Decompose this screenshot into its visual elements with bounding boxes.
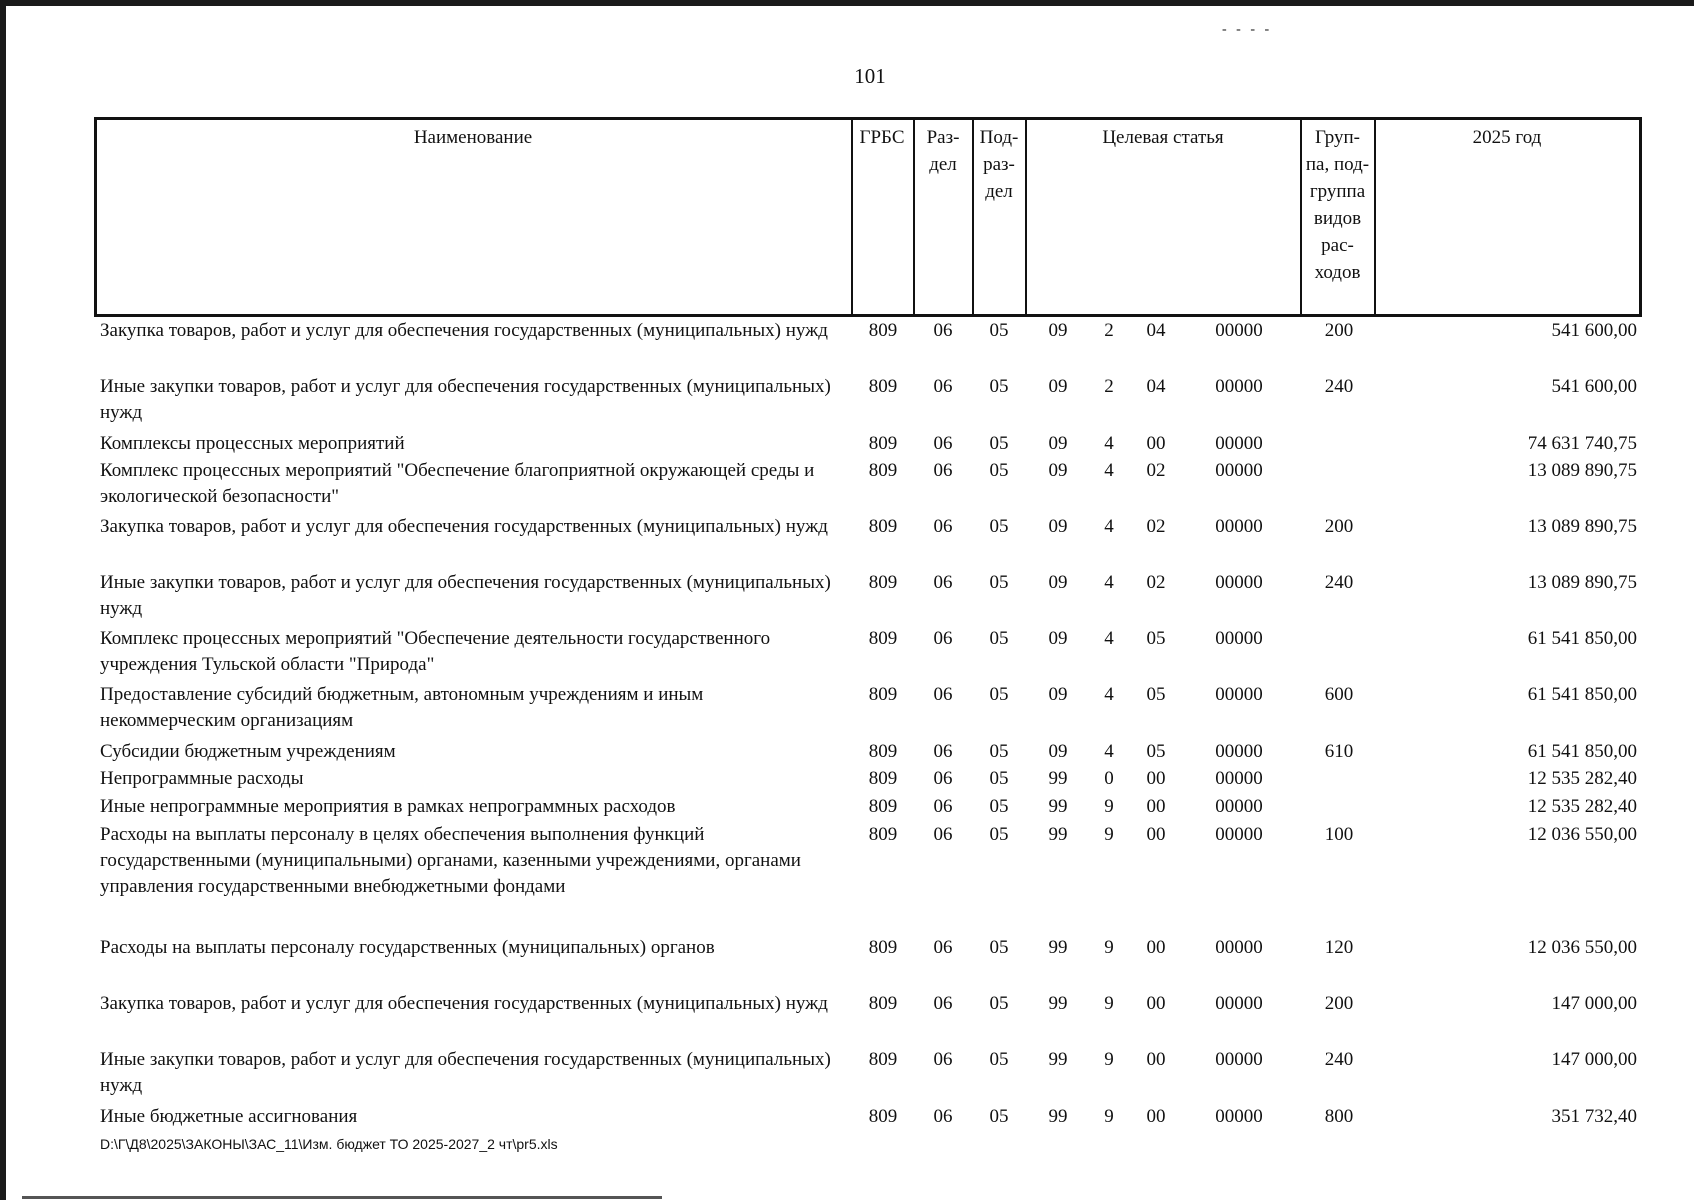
cell-podrazdel: 05: [989, 433, 1009, 454]
cell-cs1: 09: [1048, 433, 1068, 454]
cell-name: Иные закупки товаров, работ и услуг для обеспечения государственных (муниципальных) нужд: [100, 1049, 831, 1096]
cell-razdel: 06: [933, 937, 953, 958]
header-year: 2025 год: [1472, 127, 1542, 148]
cell-cs1: 09: [1048, 628, 1068, 649]
page-border-top: [0, 0, 1694, 6]
cell-cs4: 00000: [1215, 516, 1263, 537]
cell-grbs: 809: [868, 572, 898, 593]
cell-cs3: 05: [1146, 741, 1166, 762]
page-number: 101: [854, 64, 886, 88]
cell-razdel: 06: [933, 741, 953, 762]
cell-razdel: 06: [933, 433, 953, 454]
cell-grbs: 809: [868, 768, 898, 789]
header-celevaya-statya: Целевая статья: [1102, 127, 1224, 148]
cell-cs1: 99: [1048, 796, 1068, 817]
cell-cs1: 09: [1048, 516, 1068, 537]
cell-cs2: 9: [1104, 796, 1114, 817]
cell-cs4: 00000: [1215, 684, 1263, 705]
cell-amount: 13 089 890,75: [1527, 460, 1637, 481]
cell-cs3: 00: [1146, 1106, 1166, 1127]
cell-razdel: 06: [933, 628, 953, 649]
cell-group: 610: [1324, 741, 1354, 762]
cell-group: 240: [1324, 376, 1354, 397]
cell-group: 240: [1324, 572, 1354, 593]
header-razdel: Раз- дел: [926, 127, 960, 175]
cell-cs2: 9: [1104, 824, 1114, 845]
cell-name: Иные закупки товаров, работ и услуг для обеспечения государственных (муниципальных) нужд: [100, 376, 831, 423]
cell-name: Субсидии бюджетным учреждениям: [100, 741, 396, 762]
cell-cs3: 00: [1146, 993, 1166, 1014]
cell-cs1: 09: [1048, 684, 1068, 705]
cell-cs4: 00000: [1215, 1049, 1263, 1070]
cell-cs3: 02: [1146, 460, 1166, 481]
cell-podrazdel: 05: [989, 768, 1009, 789]
cell-amount: 12 036 550,00: [1527, 824, 1637, 845]
cell-cs4: 00000: [1215, 824, 1263, 845]
cell-name: Иные закупки товаров, работ и услуг для обеспечения государственных (муниципальных) нужд: [100, 572, 831, 619]
cell-grbs: 809: [868, 628, 898, 649]
cell-cs4: 00000: [1215, 628, 1263, 649]
cell-name: Непрограммные расходы: [100, 768, 304, 789]
cell-grbs: 809: [868, 1049, 898, 1070]
cell-razdel: 06: [933, 1049, 953, 1070]
cell-cs2: 0: [1104, 768, 1114, 789]
cell-amount: 147 000,00: [1551, 993, 1637, 1014]
cell-cs2: 4: [1104, 741, 1114, 762]
cell-name: Иные бюджетные ассигнования: [100, 1106, 358, 1127]
cell-grbs: 809: [868, 516, 898, 537]
cell-amount: 12 535 282,40: [1527, 768, 1637, 789]
cell-razdel: 06: [933, 796, 953, 817]
header-podrazdel: Под- раз- дел: [979, 127, 1019, 202]
page-border-bottom: [22, 1196, 662, 1199]
cell-cs1: 99: [1048, 768, 1068, 789]
cell-cs3: 00: [1146, 937, 1166, 958]
cell-grbs: 809: [868, 376, 898, 397]
cell-cs3: 00: [1146, 433, 1166, 454]
cell-cs1: 09: [1048, 320, 1068, 341]
cell-grbs: 809: [868, 433, 898, 454]
cell-amount: 541 600,00: [1551, 320, 1637, 341]
cell-group: 120: [1324, 937, 1354, 958]
cell-name: Расходы на выплаты персоналу в целях обеспечения выполнения функций государственными (муниципальными) органами, казенными учреждениями, органами управления государственными внебюджетными фондами: [100, 824, 801, 897]
cell-cs4: 00000: [1215, 433, 1263, 454]
cell-cs4: 00000: [1215, 993, 1263, 1014]
cell-grbs: 809: [868, 684, 898, 705]
cell-razdel: 06: [933, 320, 953, 341]
cell-cs1: 99: [1048, 1106, 1068, 1127]
cell-cs3: 04: [1146, 320, 1166, 341]
decorative-dashes: - - - -: [1222, 22, 1273, 37]
cell-name: Закупка товаров, работ и услуг для обеспечения государственных (муниципальных) нужд: [100, 516, 828, 537]
cell-podrazdel: 05: [989, 684, 1009, 705]
cell-amount: 74 631 740,75: [1527, 433, 1637, 454]
cell-razdel: 06: [933, 824, 953, 845]
cell-razdel: 06: [933, 1106, 953, 1127]
header-grbs: ГРБС: [859, 127, 905, 148]
cell-group: 200: [1324, 516, 1354, 537]
cell-cs3: 05: [1146, 628, 1166, 649]
cell-razdel: 06: [933, 572, 953, 593]
header-gruppa: Груп- па, под- группа видов рас- ходов: [1305, 127, 1370, 283]
cell-cs4: 00000: [1215, 937, 1263, 958]
cell-podrazdel: 05: [989, 937, 1009, 958]
cell-name: Закупка товаров, работ и услуг для обеспечения государственных (муниципальных) нужд: [100, 993, 828, 1014]
cell-cs1: 99: [1048, 937, 1068, 958]
cell-name: Комплекс процессных мероприятий "Обеспечение деятельности государственного учреждения Тульской области "Природа": [100, 628, 771, 675]
cell-podrazdel: 05: [989, 1106, 1009, 1127]
cell-amount: 61 541 850,00: [1527, 628, 1637, 649]
cell-cs4: 00000: [1215, 1106, 1263, 1127]
cell-cs2: 9: [1104, 1106, 1114, 1127]
header-name: Наименование: [413, 127, 533, 148]
cell-grbs: 809: [868, 320, 898, 341]
cell-cs2: 9: [1104, 993, 1114, 1014]
cell-amount: 61 541 850,00: [1527, 741, 1637, 762]
cell-cs1: 09: [1048, 572, 1068, 593]
cell-cs1: 99: [1048, 824, 1068, 845]
cell-group: 100: [1324, 824, 1354, 845]
cell-cs2: 4: [1104, 684, 1114, 705]
cell-razdel: 06: [933, 460, 953, 481]
cell-group: 200: [1324, 993, 1354, 1014]
cell-name: Закупка товаров, работ и услуг для обеспечения государственных (муниципальных) нужд: [100, 320, 828, 341]
cell-group: 240: [1324, 1049, 1354, 1070]
cell-cs2: 4: [1104, 572, 1114, 593]
cell-cs1: 09: [1048, 460, 1068, 481]
cell-cs1: 09: [1048, 741, 1068, 762]
cell-podrazdel: 05: [989, 628, 1009, 649]
cell-cs2: 4: [1104, 433, 1114, 454]
cell-amount: 351 732,40: [1551, 1106, 1637, 1127]
cell-grbs: 809: [868, 824, 898, 845]
cell-amount: 12 535 282,40: [1527, 796, 1637, 817]
cell-grbs: 809: [868, 1106, 898, 1127]
cell-cs3: 00: [1146, 1049, 1166, 1070]
cell-group: 800: [1324, 1106, 1354, 1127]
cell-cs3: 02: [1146, 516, 1166, 537]
cell-cs4: 00000: [1215, 796, 1263, 817]
cell-cs2: 2: [1104, 320, 1114, 341]
cell-amount: 147 000,00: [1551, 1049, 1637, 1070]
cell-cs3: 05: [1146, 684, 1166, 705]
cell-podrazdel: 05: [989, 516, 1009, 537]
cell-name: Расходы на выплаты персоналу государственных (муниципальных) органов: [100, 937, 715, 958]
cell-cs1: 99: [1048, 993, 1068, 1014]
cell-cs4: 00000: [1215, 572, 1263, 593]
cell-cs2: 4: [1104, 516, 1114, 537]
cell-cs4: 00000: [1215, 460, 1263, 481]
cell-grbs: 809: [868, 993, 898, 1014]
cell-cs2: 9: [1104, 937, 1114, 958]
cell-podrazdel: 05: [989, 741, 1009, 762]
file-path-footer: D:\Г\Д8\2025\ЗАКОНЫ\ЗАС_11\Изм. бюджет ТО 2025-2027_2 чт\pr5.xls: [100, 1136, 558, 1152]
cell-cs4: 00000: [1215, 320, 1263, 341]
cell-razdel: 06: [933, 684, 953, 705]
cell-name: Комплексы процессных мероприятий: [100, 433, 405, 454]
cell-amount: 13 089 890,75: [1527, 572, 1637, 593]
cell-razdel: 06: [933, 768, 953, 789]
cell-cs2: 4: [1104, 460, 1114, 481]
cell-grbs: 809: [868, 796, 898, 817]
cell-name: Комплекс процессных мероприятий "Обеспечение благоприятной окружающей среды и экологической безопасности": [100, 460, 815, 507]
cell-amount: 13 089 890,75: [1527, 516, 1637, 537]
cell-cs2: 9: [1104, 1049, 1114, 1070]
cell-podrazdel: 05: [989, 460, 1009, 481]
cell-podrazdel: 05: [989, 796, 1009, 817]
cell-podrazdel: 05: [989, 376, 1009, 397]
cell-cs4: 00000: [1215, 741, 1263, 762]
cell-razdel: 06: [933, 376, 953, 397]
cell-podrazdel: 05: [989, 320, 1009, 341]
cell-cs2: 2: [1104, 376, 1114, 397]
cell-cs2: 4: [1104, 628, 1114, 649]
cell-cs3: 02: [1146, 572, 1166, 593]
cell-group: 600: [1324, 684, 1354, 705]
cell-amount: 61 541 850,00: [1527, 684, 1637, 705]
cell-name: Иные непрограммные мероприятия в рамках непрограммных расходов: [100, 796, 676, 817]
cell-razdel: 06: [933, 516, 953, 537]
cell-grbs: 809: [868, 937, 898, 958]
cell-podrazdel: 05: [989, 824, 1009, 845]
cell-cs3: 00: [1146, 796, 1166, 817]
cell-cs4: 00000: [1215, 376, 1263, 397]
cell-cs3: 00: [1146, 768, 1166, 789]
cell-razdel: 06: [933, 993, 953, 1014]
page-border-left: [0, 0, 6, 1200]
cell-group: 200: [1324, 320, 1354, 341]
cell-cs1: 99: [1048, 1049, 1068, 1070]
cell-cs3: 00: [1146, 824, 1166, 845]
cell-cs3: 04: [1146, 376, 1166, 397]
cell-amount: 12 036 550,00: [1527, 937, 1637, 958]
cell-amount: 541 600,00: [1551, 376, 1637, 397]
cell-grbs: 809: [868, 460, 898, 481]
cell-name: Предоставление субсидий бюджетным, автономным учреждениям и иным некоммерческим организациям: [100, 684, 704, 731]
cell-podrazdel: 05: [989, 1049, 1009, 1070]
cell-grbs: 809: [868, 741, 898, 762]
cell-podrazdel: 05: [989, 993, 1009, 1014]
cell-cs1: 09: [1048, 376, 1068, 397]
cell-podrazdel: 05: [989, 572, 1009, 593]
cell-cs4: 00000: [1215, 768, 1263, 789]
